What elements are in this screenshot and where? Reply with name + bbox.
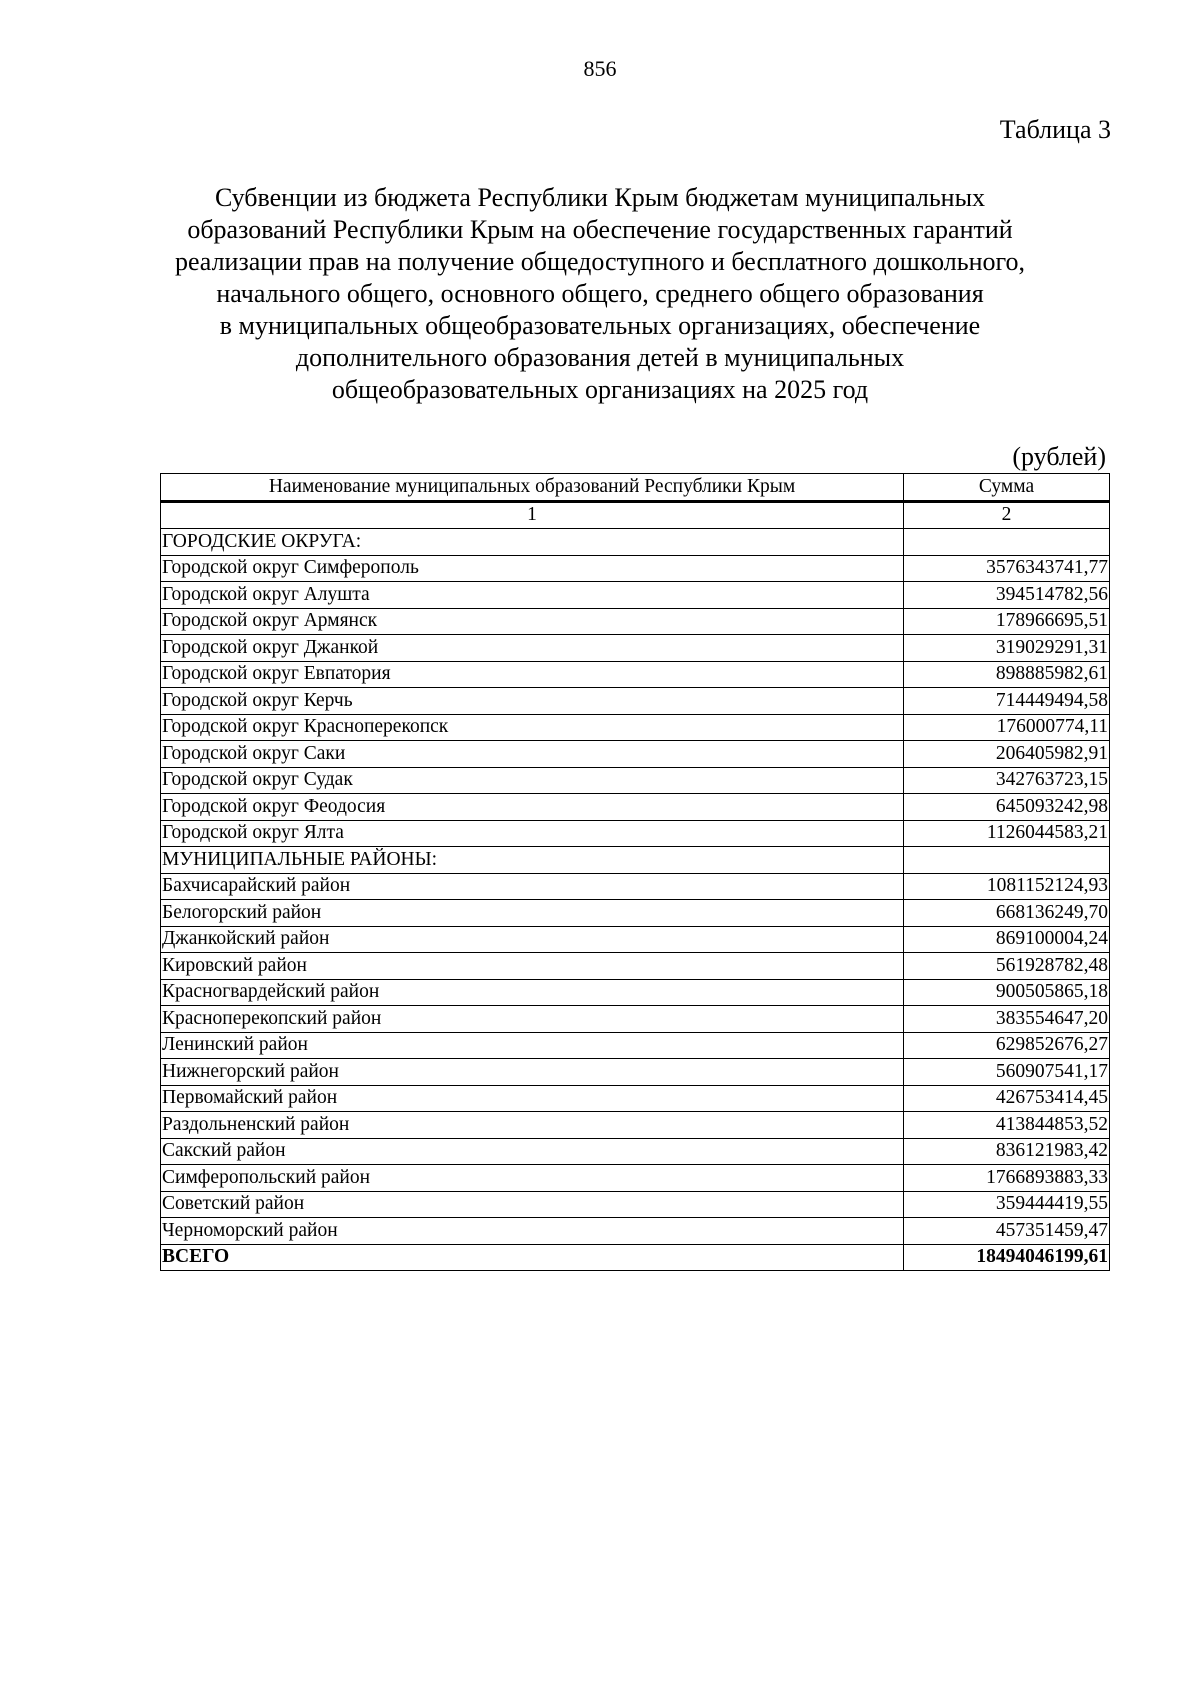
municipality-name: Черноморский район: [161, 1218, 904, 1245]
total-label: ВСЕГО: [161, 1244, 904, 1271]
municipality-name: Красноперекопский район: [161, 1006, 904, 1033]
table-row: [161, 1138, 1110, 1165]
amount-value: 714449494,58: [904, 688, 1110, 715]
municipality-name: Первомайский район: [161, 1085, 904, 1112]
municipality-name: Кировский район: [161, 953, 904, 980]
amount-value: 900505865,18: [904, 979, 1110, 1006]
table-row: [161, 1191, 1110, 1218]
amount-value: 668136249,70: [904, 900, 1110, 927]
amount-value: 560907541,17: [904, 1059, 1110, 1086]
amount-value: 394514782,56: [904, 582, 1110, 609]
amount-value: 869100004,24: [904, 926, 1110, 953]
total-row: [161, 1244, 1110, 1271]
table-row: [161, 714, 1110, 741]
table-label: Таблица 3: [999, 115, 1111, 144]
table-row: [161, 1085, 1110, 1112]
column-number: 1: [161, 501, 904, 529]
amount-value: 836121983,42: [904, 1138, 1110, 1165]
amount-value: 342763723,15: [904, 767, 1110, 794]
amount-value: 178966695,51: [904, 608, 1110, 635]
municipality-name: Городской округ Джанкой: [161, 635, 904, 662]
municipality-name: Нижнегорский район: [161, 1059, 904, 1086]
municipality-name: Городской округ Евпатория: [161, 661, 904, 688]
amount-value: 3576343741,77: [904, 555, 1110, 582]
amount-value: 645093242,98: [904, 794, 1110, 821]
amount-value: 1081152124,93: [904, 873, 1110, 900]
municipality-name: Симферопольский район: [161, 1165, 904, 1192]
amount-value: 319029291,31: [904, 635, 1110, 662]
amount-value: 206405982,91: [904, 741, 1110, 768]
column-number-row: [161, 501, 1110, 529]
table-row: [161, 847, 1110, 874]
amount-value: 457351459,47: [904, 1218, 1110, 1245]
amount-value: 1766893883,33: [904, 1165, 1110, 1192]
title-line: общеобразовательных организациях на 2025 год: [331, 375, 869, 404]
amount-value: [904, 529, 1110, 556]
municipality-name: Городской округ Саки: [161, 741, 904, 768]
table-row: [161, 794, 1110, 821]
units-label: (рублей): [1012, 442, 1106, 471]
table-body: [161, 501, 1110, 1271]
amount-value: 176000774,11: [904, 714, 1110, 741]
header-amount: Сумма: [904, 474, 1110, 502]
amount-value: 413844853,52: [904, 1112, 1110, 1139]
title-line: Субвенции из бюджета Республики Крым бюджетам муниципальных: [214, 183, 986, 212]
municipality-name: Городской округ Армянск: [161, 608, 904, 635]
table-header-row: [161, 474, 1110, 502]
table-row: [161, 953, 1110, 980]
header-municipality: Наименование муниципальных образований Республики Крым: [161, 474, 904, 502]
column-number: 2: [904, 501, 1110, 529]
table-row: [161, 1006, 1110, 1033]
total-amount: 18494046199,61: [904, 1244, 1110, 1271]
subsidies-table: [160, 473, 1110, 1271]
table-row: [161, 1165, 1110, 1192]
table-row: [161, 900, 1110, 927]
amount-value: 1126044583,21: [904, 820, 1110, 847]
table-row: [161, 635, 1110, 662]
table-row: [161, 820, 1110, 847]
municipality-name: Городской округ Керчь: [161, 688, 904, 715]
municipality-name: Красногвардейский район: [161, 979, 904, 1006]
municipality-name: Городской округ Ялта: [161, 820, 904, 847]
municipality-name: Белогорский район: [161, 900, 904, 927]
table-row: [161, 608, 1110, 635]
table-row: [161, 529, 1110, 556]
municipality-name: МУНИЦИПАЛЬНЫЕ РАЙОНЫ:: [161, 847, 904, 874]
municipality-name: Ленинский район: [161, 1032, 904, 1059]
municipality-name: Джанкойский район: [161, 926, 904, 953]
table-row: [161, 1112, 1110, 1139]
municipality-name: Городской округ Красноперекопск: [161, 714, 904, 741]
municipality-name: Городской округ Судак: [161, 767, 904, 794]
municipality-name: Сакский район: [161, 1138, 904, 1165]
table-row: [161, 741, 1110, 768]
table-row: [161, 688, 1110, 715]
table-row: [161, 926, 1110, 953]
amount-value: 426753414,45: [904, 1085, 1110, 1112]
municipality-name: Городской округ Феодосия: [161, 794, 904, 821]
table-row: [161, 582, 1110, 609]
municipality-name: Советский район: [161, 1191, 904, 1218]
title-line: дополнительного образования детей в муниципальных: [295, 343, 905, 372]
table-row: [161, 873, 1110, 900]
table-row: [161, 1032, 1110, 1059]
amount-value: [904, 847, 1110, 874]
municipality-name: Раздольненский район: [161, 1112, 904, 1139]
amount-value: 898885982,61: [904, 661, 1110, 688]
amount-value: 383554647,20: [904, 1006, 1110, 1033]
page-number: 856: [583, 56, 617, 81]
title-line: образований Республики Крым на обеспечение государственных гарантий: [187, 215, 1013, 244]
table-row: [161, 1059, 1110, 1086]
title-line: реализации прав на получение общедоступного и бесплатного дошкольного,: [174, 247, 1026, 276]
municipality-name: Городской округ Симферополь: [161, 555, 904, 582]
amount-value: 359444419,55: [904, 1191, 1110, 1218]
amount-value: 561928782,48: [904, 953, 1110, 980]
document-title: [150, 182, 1050, 406]
table-row: [161, 979, 1110, 1006]
table-row: [161, 661, 1110, 688]
municipality-name: Бахчисарайский район: [161, 873, 904, 900]
title-line: в муниципальных общеобразовательных организациях, обеспечение: [219, 311, 981, 340]
title-line: начального общего, основного общего, среднего общего образования: [216, 279, 984, 308]
municipality-name: Городской округ Алушта: [161, 582, 904, 609]
amount-value: 629852676,27: [904, 1032, 1110, 1059]
municipality-name: ГОРОДСКИЕ ОКРУГА:: [161, 529, 904, 556]
table-row: [161, 767, 1110, 794]
table-row: [161, 555, 1110, 582]
table-row: [161, 1218, 1110, 1245]
